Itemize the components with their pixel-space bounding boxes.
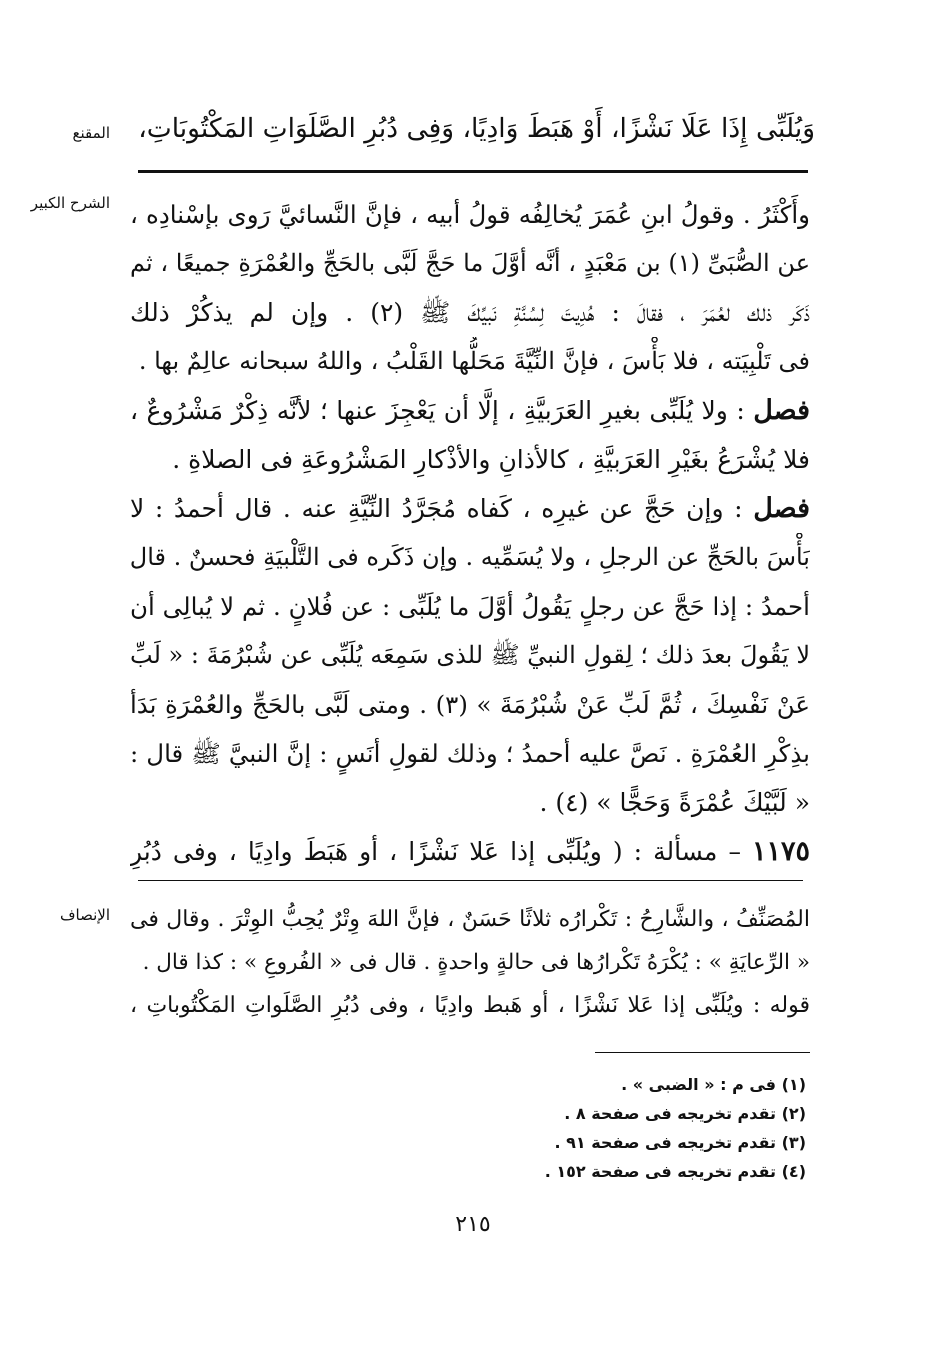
sharh-line: عن الصُّبَىِّ (١) بن مَعْبَدٍ ، أنَّه أوَّلَ ما حَجَّ لَبَّى بالحَجِّ والعُمْرَةِ جميعًا ، ثم	[130, 249, 810, 277]
footnote: (٤) تقدم تخريجه فى صفحة ١٥٢ .	[544, 1162, 806, 1181]
insaf-divider	[138, 880, 803, 881]
insaf-section	[130, 898, 810, 1027]
footnote: (٢) تقدم تخريجه فى صفحة ٨ .	[564, 1104, 806, 1123]
matn-text: وَيُلَبِّى إِذَا عَلَا نَشْزًا، أَوْ هَبَطَ وَادِيًا، وَفِى دُبُرِ الصَّلَوَاتِ المَكْتُوبَاتِ،	[138, 113, 815, 144]
insaf-line: قوله : ويُلَبِّى إذا عَلا نَشْزًا ، أو هَبط وادِيًا ، وفى دُبُرِ الصَّلَواتِ المَكْتُوباتِ ،	[130, 993, 810, 1018]
insaf-line: المُصَنِّفُ ، والشَّارِحُ : تَكْرارُه ثلاثًا حَسَنٌ ، فإنَّ اللهَ وِتْرٌ يُحِبُّ الوِتْرَ . وقال فى	[130, 907, 810, 932]
margin-label-sharh: الشرح الكبير	[30, 194, 110, 212]
fasl-2-line: عَنْ نَفْسِكَ ، ثُمَّ لَبِّ عَنْ شُبْرُمَةَ » (٣) . ومتى لَبَّى بالحَجِّ والعُمْرَةِ بَدَأ	[130, 690, 810, 719]
sharh-line: فى تَلْبِيَته ، فلا بَأْسَ ، فإنَّ النِّيَّةَ مَحَلُّها القَلْبُ ، واللهُ سبحانه عالِمٌ بها .	[138, 347, 810, 375]
fasl-1-line: فصل : ولا يُلَبِّى بغيرِ العَرَبيَّةِ ، إلَّا أن يَعْجِزَ عنها ؛ لأنَّه ذِكْرٌ مَشْرُوعٌ ،	[130, 395, 810, 426]
footnote: (١) فى م : « الضبى » .	[621, 1075, 806, 1094]
fasl-2-line: أحمدُ : إذا حَجَّ عن رجلٍ يَقُولُ أوَّلَ ما يُلَبِّى : عن فُلانٍ . ثم لا يُبالِى أن	[130, 592, 810, 621]
fasl-2-line: « لَبَّيْكَ عُمْرَةً وَحَجًّا » (٤) .	[539, 788, 810, 817]
page-number: ٢١٥	[455, 1212, 491, 1237]
fasl-2-line: بذِكْرِ العُمْرَةِ . نَصَّ عليه أحمدُ ؛ وذلك لقولِ أنَسٍ : إنَّ النبيَّ ﷺ قال :	[130, 739, 810, 768]
matn-divider	[138, 170, 808, 173]
footnote: (٣) تقدم تخريجه فى صفحة ٩١ .	[554, 1133, 806, 1152]
footnote-divider	[595, 1052, 810, 1053]
margin-label-insaf: الإنصاف	[59, 906, 110, 924]
fasl-2-line: لا يَقُولَ بعدَ ذلك ؛ لِقولِ النبيِّ ﷺ للذى سَمِعَه يُلَبِّى عن شُبْرُمَةَ : « لَبِّ	[130, 641, 810, 669]
margin-label-muqni: المقنع	[72, 124, 110, 142]
masala-line: ١١٧٥ – مسألة : ( ويُلَبِّى إذا عَلا نَشْزًا ، أو هَبَطَ وادِيًا ، وفى دُبُرِ	[130, 836, 810, 867]
fasl-1-line: فلا يُشْرَعُ بغَيْرِ العَرَبيَّةِ ، كالأذانِ والأذْكارِ المَشْرُوعَةِ فى الصلاةِ .	[172, 445, 810, 474]
fasl-heading: فصل	[753, 493, 810, 524]
sharh-line: ذَكَر ذلك لعُمَرَ ، فقالَ : هُدِيتَ لِسُنَّةِ نَبيِّكَ ﷺ (٢) . وإن لم يذكُرْ ذلك	[130, 298, 810, 327]
masala-number: ١١٧٥	[751, 836, 810, 867]
insaf-line: « الرِّعايَةِ » : يُكْرَهُ تَكْرارُها فى حالةٍ واحدةٍ . قال فى « الفُروعِ » : كذا قال .	[142, 950, 810, 975]
fasl-2-line: فصل : وإن حَجَّ عن غيرِه ، كَفاه مُجَرَّدُ النِّيَّةِ عنه . قال أحمدُ : لا	[130, 493, 810, 524]
sharh-section	[130, 190, 810, 876]
fasl-heading: فصل	[753, 395, 810, 426]
sharh-line: وأَكْثَرُ . وقولُ ابنِ عُمَرَ يُخالِفُه قولُ أبيه ، فإنَّ النَّسائيَّ رَوى بإسْنادِه ،	[130, 200, 810, 229]
fasl-2-line: بَأْسَ بالحَجِّ عن الرجلِ ، ولا يُسَمِّيه . وإن ذَكَره فى التَّلْبيَةِ فحسنٌ . قال	[130, 543, 810, 571]
footnotes	[545, 1070, 806, 1186]
